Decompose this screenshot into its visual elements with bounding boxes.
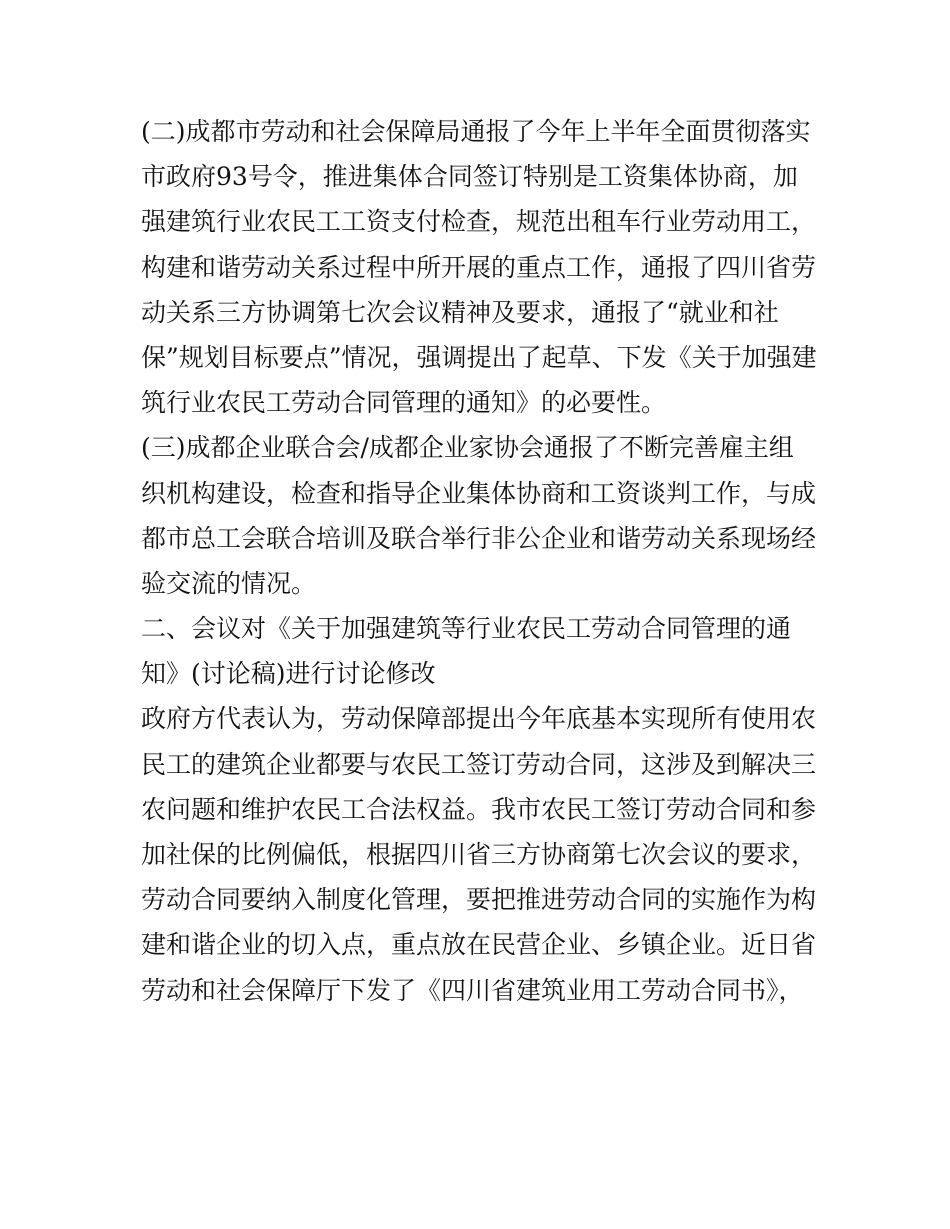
text-line: 保”规划目标要点”情况，强调提出了起草、下发《关于加强建	[141, 342, 817, 372]
text-line: 加社保的比例偏低，根据四川省三方协商第七次会议的要求，	[141, 840, 817, 869]
text-line: 政府方代表认为，劳动保障部提出今年底基本实现所有使用农	[141, 704, 817, 734]
text-line: 筑行业农民工劳动合同管理的通知》的必要性。	[141, 388, 667, 418]
text-line: 民工的建筑企业都要与农民工签订劳动合同，这涉及到解决三	[141, 749, 817, 779]
text-line: 都市总工会联合培训及联合举行非公企业和谐劳动关系现场经	[141, 523, 817, 553]
document-body	[141, 109, 821, 1013]
text-line: (二)成都市劳动和社会保障局通报了今年上半年全面贯彻落实	[141, 117, 811, 146]
text-line: 动关系三方协调第七次会议精神及要求，通报了“就业和社	[141, 297, 779, 327]
text-line: 农问题和维护农民工合法权益。我市农民工签订劳动合同和参	[141, 794, 817, 824]
text-line: 构建和谐劳动关系过程中所开展的重点工作，通报了四川省劳	[141, 252, 817, 282]
text-line: 验交流的情况。	[141, 568, 317, 598]
text-line: 二、会议对《关于加强建筑等行业农民工劳动合同管理的通	[141, 614, 792, 644]
text-line: 市政府93号令，推进集体合同签订特别是工资集体协商，加	[141, 162, 798, 192]
text-line: 织机构建设，检查和指导企业集体协商和工资谈判工作，与成	[141, 478, 817, 508]
text-line: 劳动和社会保障厅下发了《四川省建筑业用工劳动合同书》，	[141, 975, 804, 1005]
text-line: 知》(讨论稿)进行讨论修改	[141, 659, 436, 689]
text-line: 建和谐企业的切入点，重点放在民营企业、乡镇企业。近日省	[141, 930, 817, 960]
text-line: 强建筑行业农民工工资支付检查，规范出租车行业劳动用工，	[141, 207, 817, 237]
text-line: (三)成都企业联合会/成都企业家协会通报了不断完善雇主组	[141, 433, 794, 463]
text-line: 劳动合同要纳入制度化管理，要把推进劳动合同的实施作为构	[141, 885, 817, 915]
